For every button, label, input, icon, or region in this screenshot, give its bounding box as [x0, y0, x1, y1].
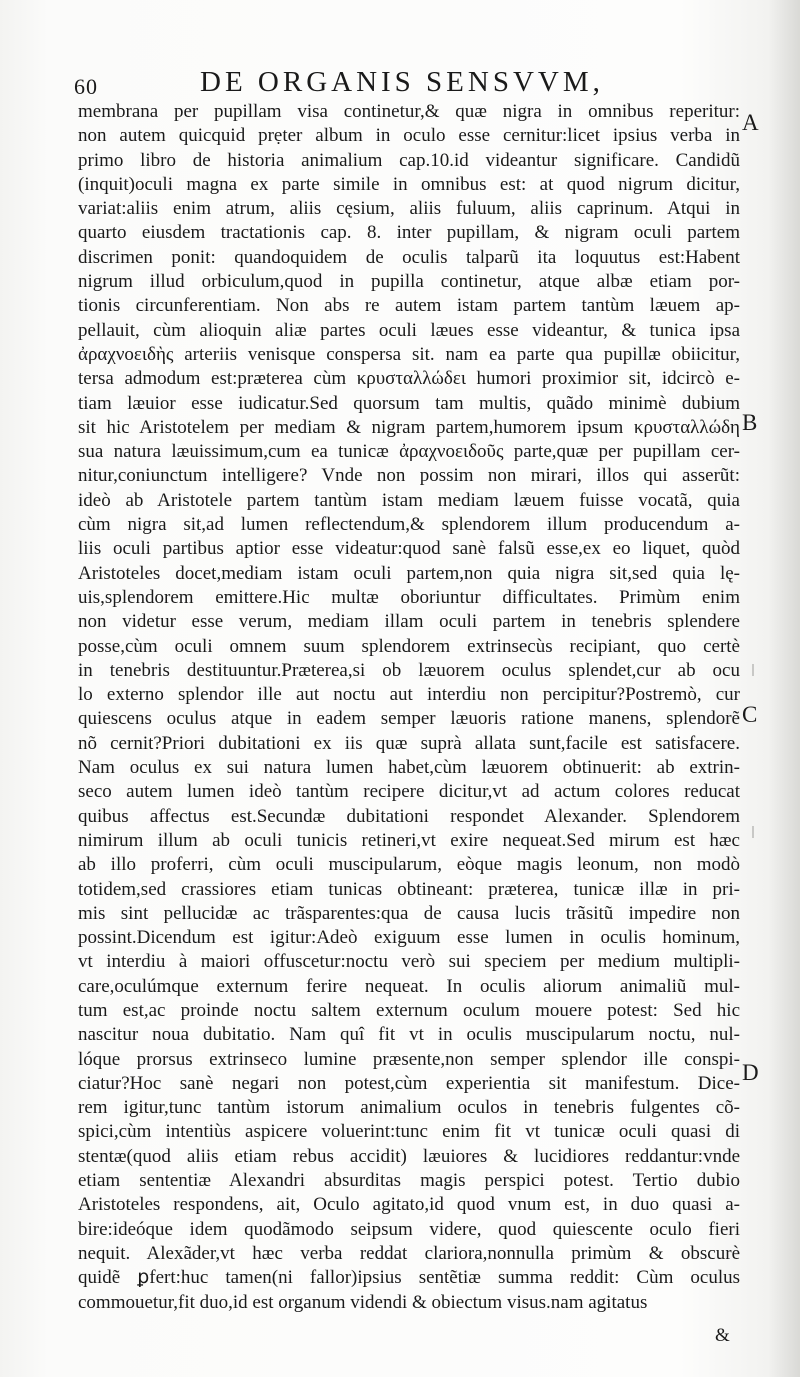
text-line: sit hic Aristotelem per mediam & nigram partem,humorem ipsum κρυσταλλώδη: [78, 416, 740, 438]
text-line: mis sint pellucidæ ac trãsparentes:qua de causa lucis trãsitũ impedire non: [78, 902, 740, 924]
text-line: ideò ab Aristotele partem tantùm istam mediam læuem fuisse vocatã, quia: [78, 489, 740, 511]
text-line: lóque prorsus extrinseco lumine præsente,non semper splendor ille conspi-: [78, 1048, 740, 1070]
page-number: 60: [74, 74, 98, 99]
text-line: bire:ideóque idem quodãmodo seipsum videre, quod quiescente oculo fieri: [78, 1218, 740, 1240]
text-line: cùm nigra sit,ad lumen reflectendum,& splendorem illum producendum a-: [78, 514, 740, 536]
text-line: vt interdiu à maiori offuscetur:noctu verò sui speciem per medium multipli-: [78, 951, 740, 973]
text-line: commouetur,fit duo,id est organum videndi & obiectum visus.nam agitatus: [78, 1291, 648, 1313]
text-line: discrimen ponit: quandoquidem de oculis talparũ ita loquutus est:Habent: [78, 246, 740, 268]
text-line: tiam læuior esse iudicatur.Sed quorsum tam multis, quãdo minimè dubium: [78, 392, 740, 414]
text-line: primo libro de historia animalium cap.10.id videantur significare. Candidũ: [78, 149, 740, 171]
text-line: nequit. Alexãder,vt hæc verba reddat clariora,nonnulla primùm & obscurè: [78, 1242, 740, 1264]
text-line: nigrum illud orbiculum,quod in pupilla continetur, atque albæ etiam por-: [78, 271, 740, 293]
text-line: totidem,sed crassiores etiam tunicas obtineant: præterea, tunicæ illæ in pri-: [78, 878, 740, 900]
text-line: non autem quicquid prẹter album in oculo esse cernitur:licet ipsius verba in: [78, 125, 740, 147]
page-edge-mark: [752, 826, 754, 838]
text-line: nitur,coniunctum intelligere? Vnde non possim non mirari, illos qui asserũt:: [78, 465, 740, 487]
text-line: nimirum illum ab oculi tunicis retineri,vt exire nequeat.Sed mirum est hæc: [78, 829, 740, 851]
page-header: [70, 62, 730, 102]
margin-letter-d: D: [742, 1060, 759, 1085]
text-line: nascitur noua dubitatio. Nam quî fit vt in oculis muscipularum noctu, nul-: [78, 1024, 740, 1046]
text-line: uis,splendorem emittere.Hic multæ oboriuntur difficultates. Primùm enim: [78, 586, 740, 608]
text-line: quiescens oculus atque in eadem semper læuoris ratione manens, splendorẽ: [78, 708, 740, 730]
text-line: tersa admodum est:præterea cùm κρυσταλλώδει humori proximior sit, idcircò e-: [78, 368, 740, 390]
text-line: non videtur esse verum, mediam illam oculi partem in tenebris splendere: [78, 611, 740, 633]
text-line: possint.Dicendum est igitur:Adeò exiguum esse lumen in oculis hominum,: [78, 927, 740, 949]
text-line: variat:aliis enim atrum, aliis cęsium, aliis fuluum, aliis caprinum. Atqui in: [78, 198, 740, 220]
text-line: seco autem lumen ideò tantùm recipere dicitur,vt ad actum colores reducat: [78, 781, 740, 803]
running-head: DE ORGANIS SENSVVM,: [200, 66, 604, 98]
page-edge-mark: [752, 664, 754, 676]
text-line: stentæ(quod aliis etiam rebus accidit) læuiores & lucidiores reddantur:vnde: [78, 1145, 740, 1167]
text-line: lo externo splendor ille aut noctu aut interdiu non percipitur?Postremò, cur: [78, 684, 740, 706]
body-text: [78, 100, 740, 1315]
text-line: in tenebris destituuntur.Præterea,si ob læuorem oculus splendet,cur ab ocu: [78, 659, 740, 681]
text-line: care,oculúmque externum ferire nequeat. In oculis aliorum animaliũ mul-: [78, 975, 740, 997]
text-line: sua natura læuissimum,cum ea tunicæ ἀραχνοειδοῦς parte,quæ per pupillam cer-: [78, 441, 740, 463]
text-line: Nam oculus ex sui natura lumen habet,cùm læuorem obtinuerit: ab extrin-: [78, 757, 740, 779]
text-line: etiam sententiæ Alexandri absurditas magis perspici potest. Tertio dubio: [78, 1170, 740, 1192]
text-line: ἀραχνοειδὴς arteriis venisque conspersa sit. nam ea parte qua pupillæ obiicitur,: [78, 343, 740, 365]
text-line: tum est,ac proinde noctu saltem externum oculum mouere potest: Sed hic: [78, 999, 740, 1021]
margin-letter-c: C: [742, 702, 758, 727]
text-line: membrana per pupillam visa continetur,& quæ nigra in omnibus reperitur:: [78, 101, 740, 122]
text-line: liis oculi partibus aptior esse videatur:quod sanè falsũ esse,ex eo liquet, quòd: [78, 538, 740, 560]
text-line: (inquit)oculi magna ex parte simile in omnibus est: at quod nigrum dicitur,: [78, 173, 740, 195]
text-line: quarto eiusdem tractationis cap. 8. inter pupillam, & nigram oculi partem: [78, 222, 740, 244]
catchword: &: [715, 1325, 730, 1346]
text-line: quibus affectus est.Secundæ dubitationi respondet Alexander. Splendorem: [78, 805, 740, 827]
margin-letter-a: A: [742, 110, 759, 135]
text-line: tionis circunferentiam. Non abs re autem istam partem tantùm læuem ap-: [78, 295, 740, 317]
text-line: pellauit, cùm alioquin aliæ partes oculi læues esse videantur, & tunica ipsa: [78, 319, 740, 341]
text-line: posse,cùm oculi omnem suum splendorem extrinsecùs recipiant, quo certè: [78, 635, 740, 657]
margin-letter-b: B: [742, 410, 758, 435]
text-line: quidẽ ꝑfert:huc tamen(ni fallor)ipsius sentẽtiæ summa reddit: Cùm oculus: [78, 1267, 740, 1289]
text-line: ciatur?Hoc sanè negari non potest,cùm experientia sit manifestum. Dice-: [78, 1072, 740, 1094]
text-line: spici,cùm intentiùs aspicere voluerint:tunc enim fit vt tunicæ oculi quasi di: [78, 1121, 740, 1143]
text-line: Aristoteles docet,mediam istam oculi partem,non quia nigra sit,sed quia lę-: [78, 562, 740, 584]
text-line: Aristoteles respondens, ait, Oculo agitato,id quod vnum est, in duo quasi a-: [78, 1194, 740, 1216]
text-line: rem igitur,tunc tantùm istorum animalium oculos in tenebris fulgentes cõ-: [78, 1097, 740, 1119]
text-line: nõ cernit?Priori dubitationi ex iis quæ suprà allata sunt,facile est satisfacere.: [78, 732, 740, 754]
text-line: ab illo proferri, cùm oculi muscipularum, eòque magis leonum, non modò: [78, 854, 740, 876]
